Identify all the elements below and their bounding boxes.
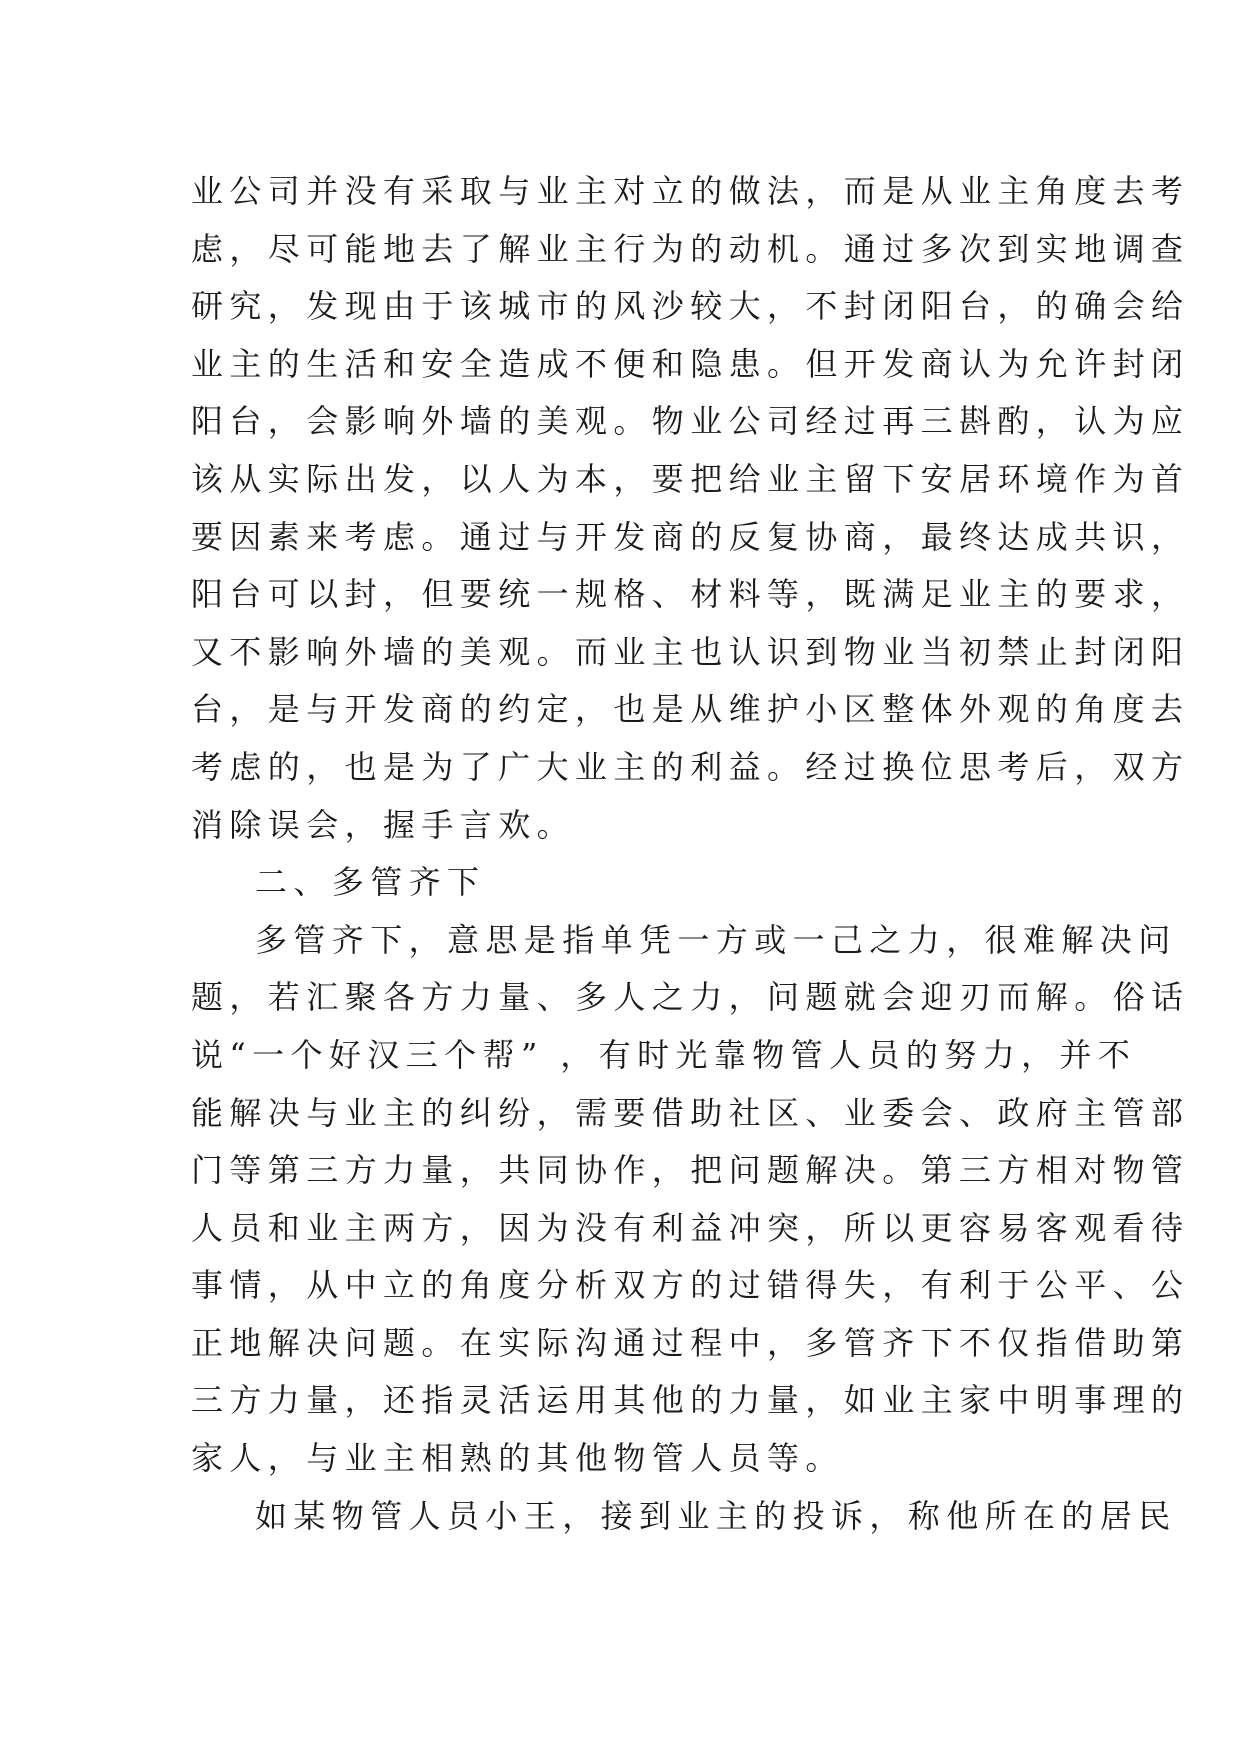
text-line: 要因素来考虑。通过与开发商的反复协商，最终达成共识， <box>191 517 1190 556</box>
text-line: 业主的生活和安全造成不便和隐患。但开发商认为允许封闭 <box>191 344 1190 383</box>
text-line: 该从实际出发，以人为本，要把给业主留下安居环境作为首 <box>191 459 1190 498</box>
text-line: 台，是与开发商的约定，也是从维护小区整体外观的角度去 <box>191 690 1190 729</box>
text-line: 业公司并没有采取与业主对立的做法，而是从业主角度去考 <box>191 172 1190 210</box>
text-line: 研究，发现由于该城市的风沙较大，不封闭阳台，的确会给 <box>191 287 1190 326</box>
text-line: 阳台可以封，但要统一规格、材料等，既满足业主的要求， <box>191 575 1190 614</box>
paragraph-first-line: 多管齐下，意思是指单凭一方或一己之力，很难解决问 <box>255 920 1177 959</box>
text-line: 虑，尽可能地去了解业主行为的动机。通过多次到实地调查 <box>191 229 1190 268</box>
text-line: 说“一个好汉三个帮” ，有时光靠物管人员的努力，并不 <box>191 1035 1137 1074</box>
document-body <box>191 163 1190 1545</box>
text-line: 人员和业主两方，因为没有利益冲突，所以更容易客观看待 <box>191 1208 1190 1247</box>
text-line: 考虑的，也是为了广大业主的利益。经过换位思考后，双方 <box>191 747 1190 786</box>
text-line: 事情，从中立的角度分析双方的过错得失，有利于公平、公 <box>191 1266 1190 1305</box>
text-line: 能解决与业主的纠纷，需要借助社区、业委会、政府主管部 <box>191 1093 1190 1132</box>
text-line: 又不影响外墙的美观。而业主也认识到物业当初禁止封闭阳 <box>191 632 1190 671</box>
text-line: 门等第三方力量，共同协作，把问题解决。第三方相对物管 <box>191 1151 1190 1190</box>
text-line: 消除误会，握手言欢。 <box>191 805 576 844</box>
section-heading: 二、多管齐下 <box>255 863 486 902</box>
text-line: 题，若汇聚各方力量、多人之力，问题就会迎刃而解。俗话 <box>191 978 1190 1017</box>
text-line: 三方力量，还指灵活运用其他的力量，如业主家中明事理的 <box>191 1381 1190 1420</box>
text-line: 家人，与业主相熟的其他物管人员等。 <box>191 1439 844 1478</box>
paragraph-first-line: 如某物管人员小王，接到业主的投诉，称他所在的居民 <box>255 1496 1177 1535</box>
text-line: 正地解决问题。在实际沟通过程中，多管齐下不仅指借助第 <box>191 1323 1190 1362</box>
text-line: 阳台，会影响外墙的美观。物业公司经过再三斟酌，认为应 <box>191 402 1190 441</box>
